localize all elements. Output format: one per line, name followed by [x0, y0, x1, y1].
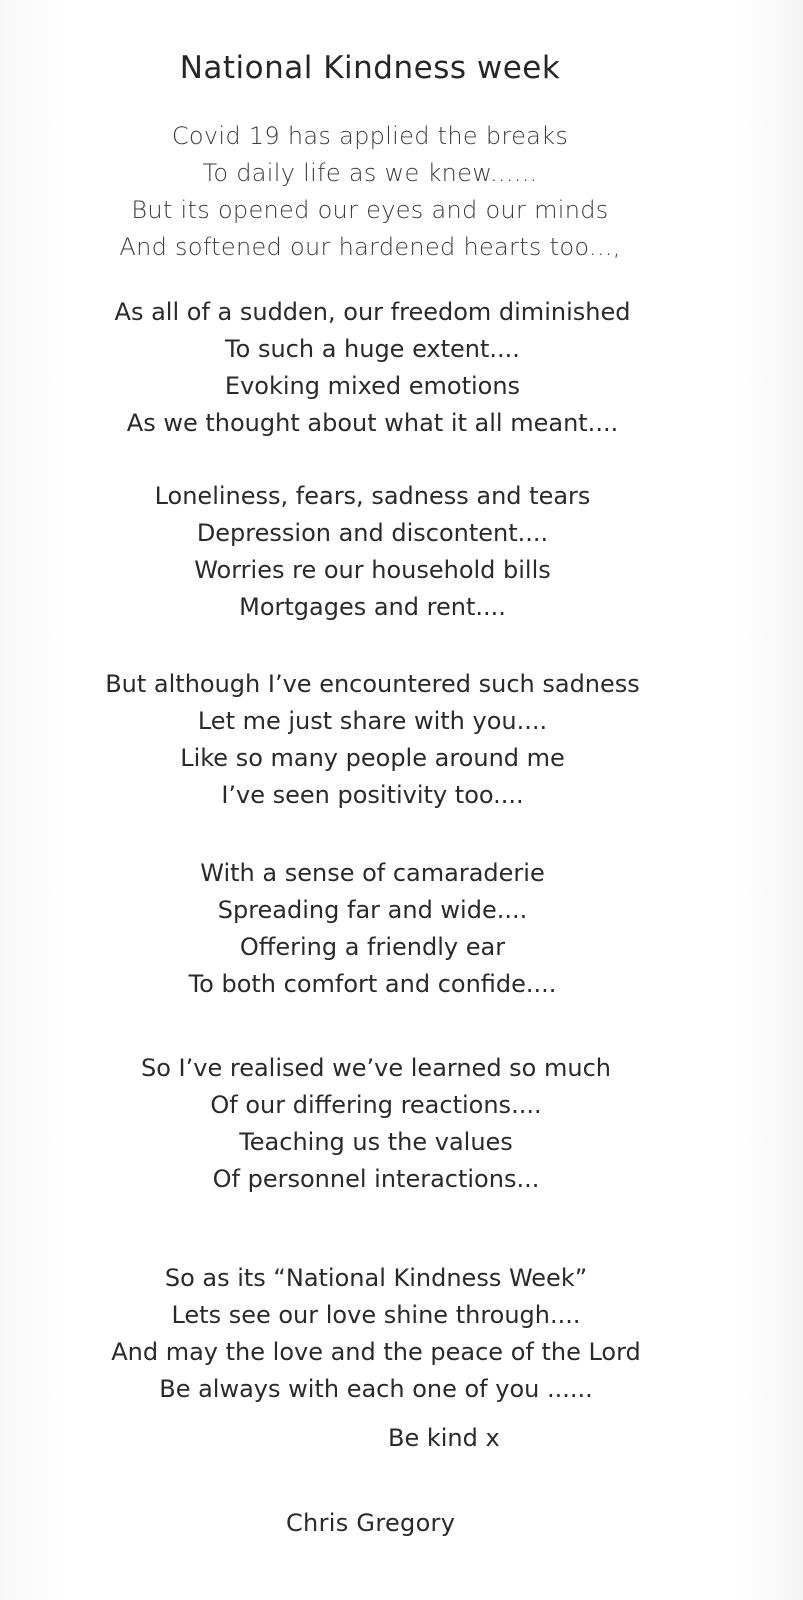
poem-line: And softened our hardened hearts too...,: [119, 233, 621, 261]
poem-line: To both comfort and confide....: [188, 970, 557, 998]
poem-line: But its opened our eyes and our minds: [131, 196, 609, 224]
poem-line: Be always with each one of you ......: [159, 1375, 593, 1403]
poem-line: Like so many people around me: [180, 744, 565, 772]
poem-line: Evoking mixed emotions: [224, 372, 521, 400]
poem-line: Loneliness, fears, sadness and tears: [154, 482, 591, 510]
stanza-1: [0, 118, 740, 266]
poem-line: Lets see our love shine through....: [171, 1301, 581, 1329]
stanza-6: [0, 1050, 752, 1198]
stanza-5: [0, 855, 745, 1003]
poem-title: National Kindness week: [179, 50, 561, 86]
poem-line: To such a huge extent....: [225, 335, 520, 363]
stanza-2: [0, 294, 745, 442]
poem-line: And may the love and the peace of the Lord: [111, 1338, 641, 1366]
poem-line: Mortgages and rent....: [239, 593, 506, 621]
poem-line: So as its “National Kindness Week”: [164, 1264, 588, 1292]
poem-line: I’ve seen positivity too....: [221, 781, 524, 809]
poem-line: To daily life as we knew......: [202, 159, 538, 187]
poem-line: Of our differing reactions....: [210, 1091, 542, 1119]
poem-line: Teaching us the values: [239, 1128, 513, 1156]
poem-line: Spreading far and wide....: [217, 896, 528, 924]
signoff: Be kind x: [388, 1424, 500, 1452]
stanza-3: [0, 478, 745, 626]
poem-line: But although I’ve encountered such sadness: [105, 670, 640, 698]
poem-line: Covid 19 has applied the breaks: [171, 122, 569, 150]
poem-line: Depression and discontent....: [196, 519, 549, 547]
poem-line: With a sense of camaraderie: [200, 859, 545, 887]
stanza-4: [0, 666, 745, 814]
poem-line: So I’ve realised we’ve learned so much: [141, 1054, 611, 1082]
poem-line: As all of a sudden, our freedom diminished: [114, 298, 631, 326]
author-name: Chris Gregory: [286, 1509, 456, 1537]
poem-line: Offering a friendly ear: [239, 933, 506, 961]
poem-line: Let me just share with you....: [197, 707, 548, 735]
poem-line: Worries re our household bills: [194, 556, 551, 584]
poem-line: Of personnel interactions...: [212, 1165, 540, 1193]
stanza-7: [0, 1260, 752, 1408]
poem-line: As we thought about what it all meant....: [126, 409, 619, 437]
